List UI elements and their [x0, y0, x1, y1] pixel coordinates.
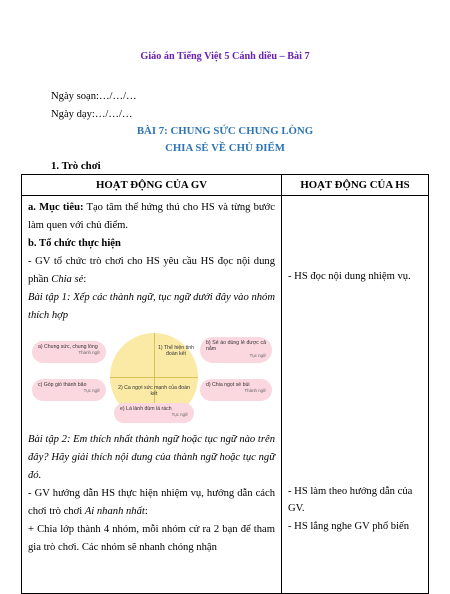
center-group-2: 2) Ca ngợi sức mạnh của đoàn kết: [118, 385, 190, 397]
lesson-subtitle: CHIA SẺ VỀ CHỦ ĐIỂM: [165, 142, 285, 154]
idiom-diagram: [30, 329, 274, 421]
hs-step-1: - HS đọc nội dung nhiệm vụ.: [288, 271, 411, 282]
gv-step-2: - GV hướng dẫn HS thực hiện nhiệm vụ, hướng dẫn cách chơi trò chơi Ai nhanh nhất:: [28, 488, 275, 517]
organization-heading: b. Tổ chức thực hiện: [28, 238, 121, 249]
section-heading: 1. Trò chơi: [51, 160, 101, 172]
header-hs: HOẠT ĐỘNG CỦA HS: [282, 175, 429, 196]
gv-cell: [22, 196, 282, 594]
hs-step-3: - HS lắng nghe GV phổ biến: [288, 521, 410, 532]
objective: a. Mục tiêu: Tạo tâm thế hứng thú cho HS và từng bước làm quen với chủ điểm.: [28, 202, 275, 231]
idiom-card-c[interactable]: c) Góp gió thành bão Tục ngữ: [32, 379, 106, 401]
idiom-card-d[interactable]: d) Chia ngọt sẻ bùi Thành ngữ: [200, 379, 272, 401]
hs-step-2: - HS làm theo hướng dẫn của GV.: [288, 486, 413, 514]
exercise-2: Bài tập 2: Em thích nhất thành ngữ hoặc tục ngữ nào trên đây? Hãy giải thích nội dung của thành ngữ hoặc tục ngữ đó.: [28, 434, 275, 481]
header-gv: HOẠT ĐỘNG CỦA GV: [22, 175, 282, 196]
lesson-title: BÀI 7: CHUNG SỨC CHUNG LÒNG: [136, 125, 314, 137]
gv-step-3: + Chia lớp thành 4 nhóm, mỗi nhóm cử ra 2 bạn để tham gia trò chơi. Các nhóm sẽ nhanh chóng nhận: [28, 524, 275, 553]
activity-table: [21, 174, 429, 594]
idiom-card-a[interactable]: a) Chung sức, chung lòng Thành ngữ: [32, 341, 106, 363]
exercise-1: Bài tập 1: Xếp các thành ngữ, tục ngữ dưới đây vào nhóm thích hợp: [28, 292, 275, 321]
teach-date: Ngày dạy:…/…/…: [51, 109, 133, 120]
idiom-card-e[interactable]: e) Lá lành đùm lá rách Tục ngữ: [114, 403, 194, 423]
gv-step-1: - GV tổ chức trò chơi cho HS yêu cầu HS đọc nội dung phần Chia sẻ:: [28, 256, 275, 285]
hs-cell: [282, 196, 429, 594]
center-group-1: 1) Thể hiện tinh đoàn kết: [158, 345, 194, 357]
document-header: Giáo án Tiếng Việt 5 Cánh diều – Bài 7: [140, 51, 310, 62]
idiom-card-b[interactable]: b) Sẻ áo dùng lẻ được cả nắm Tục ngữ: [200, 337, 272, 363]
prep-date: Ngày soạn:…/…/…: [51, 91, 137, 102]
